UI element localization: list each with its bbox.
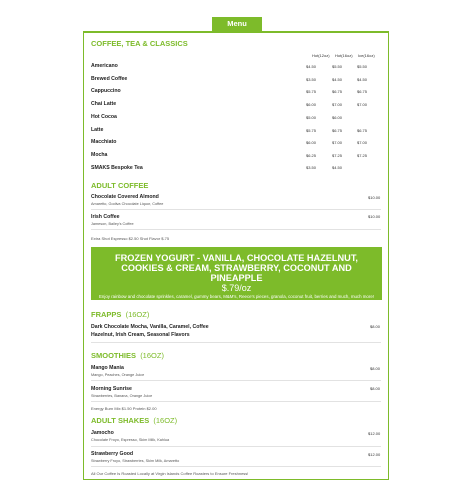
price-ice-16oz: $7.00 xyxy=(357,102,368,107)
menu-item-name: SMAKS Bespoke Tea xyxy=(91,165,143,171)
menu-item-name: Dark Chocolate Mocha, Vanilla, Caramel, Coffee xyxy=(91,324,209,330)
menu-item-name: Americano xyxy=(91,63,118,69)
divider xyxy=(91,380,381,381)
section-title-smoothies xyxy=(91,351,164,360)
price-ice-16oz: $6.75 xyxy=(357,89,368,94)
add-on-note: Energy Burn Mix $1.50 Protein $2.00 xyxy=(91,406,157,411)
price-hot-12oz: $6.00 xyxy=(306,102,317,107)
section-title-coffee: COFFEE, TEA & CLASSICS xyxy=(91,39,188,48)
menu-item-description: Mango, Peaches, Orange Juice xyxy=(91,373,145,377)
price-hot-16oz: $5.50 xyxy=(332,64,343,69)
menu-item-description: Strawberry Froyo, Strawberries, Skim Milk, Amaretto xyxy=(91,459,180,463)
price-hot-12oz: $5.00 xyxy=(306,115,317,120)
item-price: $8.00 xyxy=(370,366,381,371)
divider xyxy=(91,209,381,210)
section-size: (16OZ) xyxy=(140,351,164,360)
price-hot-12oz: $6.00 xyxy=(306,140,317,145)
item-price: $8.00 xyxy=(370,324,381,329)
price-hot-12oz: $3.50 xyxy=(306,77,317,82)
item-price: $12.00 xyxy=(368,431,381,436)
column-header-ice-16oz: Ice(16oz) xyxy=(358,53,375,58)
item-price: $8.00 xyxy=(370,386,381,391)
price-hot-12oz: $5.75 xyxy=(306,128,317,133)
divider xyxy=(91,229,381,230)
price-hot-16oz: $7.00 xyxy=(332,140,343,145)
menu-item-name: Irish Coffee xyxy=(91,214,120,220)
footer-note: All Our Coffee Is Roasted Locally at Virgin Islands Coffee Roasters to Ensure Freshness! xyxy=(91,471,249,476)
item-price: $12.00 xyxy=(368,452,381,457)
section-title-frapps xyxy=(91,310,149,319)
price-hot-16oz: $4.50 xyxy=(332,165,343,170)
price-ice-16oz: $7.25 xyxy=(357,153,368,158)
price-hot-16oz: $6.75 xyxy=(332,89,343,94)
menu-item-name: Morning Sunrise xyxy=(91,386,132,392)
menu-item-name: Latte xyxy=(91,127,104,133)
menu-item-name: Mocha xyxy=(91,152,108,158)
divider xyxy=(91,466,381,467)
banner-price: $.79/oz xyxy=(221,283,252,293)
menu-tab[interactable]: Menu xyxy=(212,17,262,31)
price-hot-12oz: $6.25 xyxy=(306,153,317,158)
price-hot-16oz: $7.25 xyxy=(332,153,343,158)
price-hot-12oz: $5.75 xyxy=(306,89,317,94)
menu-item-name: Chocolate Covered Almond xyxy=(91,194,159,200)
section-size: (16OZ) xyxy=(125,310,150,319)
divider xyxy=(91,342,381,343)
frozen-yogurt-banner xyxy=(91,247,382,300)
menu-item-description: Jameson, Bailey's Coffee xyxy=(91,222,134,226)
price-ice-16oz: $6.75 xyxy=(357,128,368,133)
menu-item-name: Jamocho xyxy=(91,430,114,436)
menu-item-name: Cappuccino xyxy=(91,88,121,94)
price-hot-12oz: $3.50 xyxy=(306,165,317,170)
item-price: $10.00 xyxy=(368,195,381,200)
add-on-note: Extra Shot Espresso $2.50 Shot Flavor $.75 xyxy=(91,236,170,241)
price-hot-16oz: $4.50 xyxy=(332,77,343,82)
menu-item-description: Strawberries, Banana, Orange Juice xyxy=(91,394,153,398)
price-ice-16oz: $5.50 xyxy=(357,64,368,69)
section-name: SMOOTHIES xyxy=(91,351,137,360)
price-hot-16oz: $6.75 xyxy=(332,128,343,133)
price-hot-16oz: $7.00 xyxy=(332,102,343,107)
section-name: ADULT SHAKES xyxy=(91,416,150,425)
menu-item-description: Chocolate Froyo, Espresso, Skim Milk, Kahlua xyxy=(91,438,170,442)
item-price: $10.00 xyxy=(368,214,381,219)
price-ice-16oz: $7.00 xyxy=(357,140,368,145)
column-header-hot-12oz: Hot(12oz) xyxy=(312,53,330,58)
banner-subtitle: Enjoy rainbow and chocolate sprinkles, caramel, gummy bears, M&M's, Reece's pieces, granola, coconut fruit, berries and much, much more! xyxy=(99,294,374,299)
section-name: FRAPPS xyxy=(91,310,122,319)
price-hot-12oz: $4.50 xyxy=(306,64,317,69)
menu-item-name: Macchiato xyxy=(91,139,117,145)
price-ice-16oz: $4.50 xyxy=(357,77,368,82)
price-hot-16oz: $6.00 xyxy=(332,115,343,120)
section-size: (16OZ) xyxy=(153,416,178,425)
menu-item-description: Amaretto, Godiva Chocolate Liquor, Coffee xyxy=(91,202,164,206)
divider xyxy=(91,401,381,402)
divider xyxy=(91,446,381,447)
menu-item-name: Chai Latte xyxy=(91,101,117,107)
menu-item-name-continued: Hazelnut, Irish Cream, Seasonal Flavors xyxy=(91,332,190,338)
menu-item-name: Mango Mania xyxy=(91,365,124,371)
section-title-adult-coffee: ADULT COFFEE xyxy=(91,181,149,190)
menu-item-name: Strawberry Good xyxy=(91,451,134,457)
section-title-adult-shakes xyxy=(91,416,177,425)
column-header-hot-16oz: Hot(16oz) xyxy=(335,53,353,58)
menu-item-name: Brewed Coffee xyxy=(91,76,128,82)
banner-title: FROZEN YOGURT - VANILLA, CHOCOLATE HAZELNUT, COOKIES & CREAM, STRAWBERRY, COCONUT AND PINEAPPLE xyxy=(115,253,358,283)
menu-item-name: Hot Cocoa xyxy=(91,114,117,120)
